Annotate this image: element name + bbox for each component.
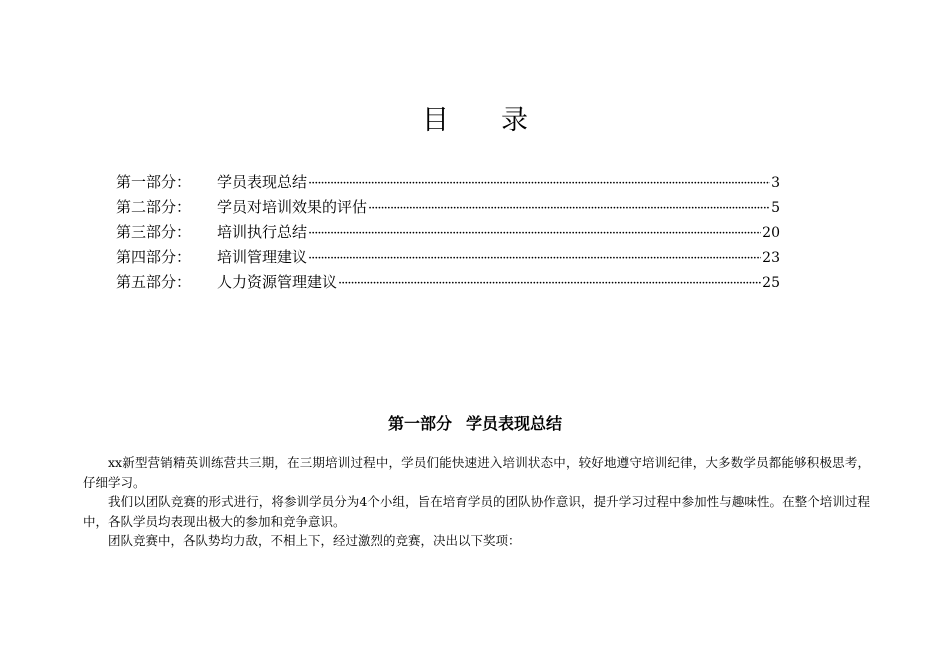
toc-entry-part: 第三部分： bbox=[116, 223, 192, 241]
toc-leader-dots bbox=[308, 221, 761, 246]
toc-entry-page: 23 bbox=[762, 250, 780, 266]
toc-entry[interactable] bbox=[116, 270, 780, 295]
toc-list bbox=[116, 170, 780, 295]
toc-leader-dots bbox=[308, 171, 770, 196]
toc-leader-dots bbox=[308, 246, 761, 271]
toc-entry-title: 学员对培训效果的评估 bbox=[217, 198, 368, 216]
toc-entry-title: 人力资源管理建议 bbox=[217, 273, 338, 291]
toc-entry-part: 第五部分： bbox=[116, 273, 192, 291]
toc-entry-part: 第一部分： bbox=[116, 173, 192, 191]
toc-entry-title: 培训执行总结 bbox=[217, 223, 308, 241]
section-title: 学员表现总结 bbox=[466, 414, 563, 433]
toc-entry-page: 5 bbox=[771, 200, 780, 216]
body-paragraph: xx新型营销精英训练营共三期，在三期培训过程中，学员们能快速进入培训状态中，较好地遵守培训纪律，大多数学员都能够积极思考，仔细学习。 bbox=[83, 455, 870, 490]
section-heading bbox=[0, 412, 950, 436]
toc-entry-title: 学员表现总结 bbox=[217, 173, 308, 191]
toc-entry-part: 第四部分： bbox=[116, 248, 192, 266]
toc-leader-dots bbox=[338, 271, 761, 296]
toc-entry-part: 第二部分： bbox=[116, 198, 192, 216]
toc-entry[interactable] bbox=[116, 245, 780, 270]
toc-entry-page: 3 bbox=[771, 175, 780, 191]
toc-title: 目录 bbox=[422, 105, 580, 136]
toc-entry-page: 20 bbox=[762, 225, 780, 241]
toc-entry-title: 培训管理建议 bbox=[217, 248, 308, 266]
toc-entry-page: 25 bbox=[762, 275, 780, 291]
body-paragraph: 我们以团队竞赛的形式进行，将参训学员分为4个小组，旨在培育学员的团队协作意识，提升学习过程中参加性与趣味性。在整个培训过程中，各队学员均表现出极大的参加和竞争意识。 bbox=[83, 494, 870, 529]
toc-entry[interactable] bbox=[116, 220, 780, 245]
toc-leader-dots bbox=[368, 196, 770, 221]
section-body bbox=[83, 453, 870, 551]
body-paragraph: 团队竞赛中，各队势均力敌，不相上下，经过激烈的竞赛，决出以下奖项： bbox=[108, 533, 521, 548]
toc-entry[interactable] bbox=[116, 170, 780, 195]
section-part-label: 第一部分 bbox=[387, 414, 452, 433]
toc-entry[interactable] bbox=[116, 195, 780, 220]
